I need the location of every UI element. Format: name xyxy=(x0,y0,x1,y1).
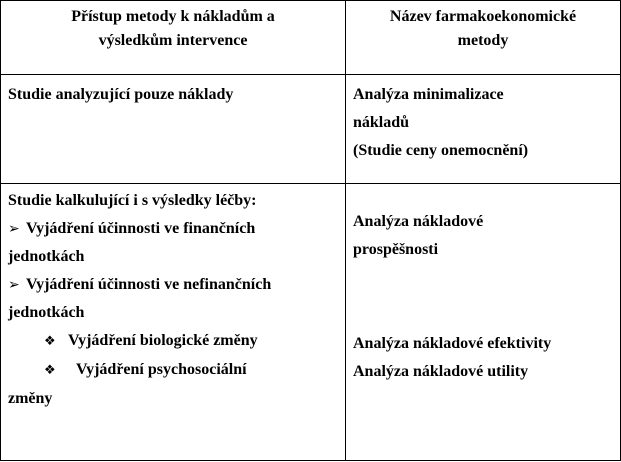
header-approach-line1: Přístup metody k nákladům a xyxy=(71,8,275,25)
list-item xyxy=(8,271,339,299)
method-cost-effectiveness: Analýza nákladové efektivity xyxy=(353,335,552,352)
bullet1-line1: Vyjádření účinnosti ve finančních xyxy=(26,220,256,237)
diamond-bullet-icon: ❖ xyxy=(44,363,56,378)
method-cost-benefit-line1: Analýza nákladové xyxy=(353,213,484,230)
method-cost-of-illness: (Studie ceny onemocnění) xyxy=(353,142,529,159)
sub2-line1: Vyjádření psychosociální xyxy=(76,361,247,378)
method-cell xyxy=(346,184,621,461)
bullet2-line2: jednotkách xyxy=(8,304,85,321)
sub2-line2: změny xyxy=(8,390,53,407)
approach-cell xyxy=(1,184,346,461)
method-cost-utility: Analýza nákladové utility xyxy=(353,363,529,380)
approach-cell xyxy=(1,75,346,184)
approach-costs-only: Studie analyzující pouze náklady xyxy=(8,86,234,103)
header-cell-method xyxy=(346,1,621,75)
header-method-line1: Název farmakoekonomické xyxy=(389,8,577,25)
method-cost-benefit-line2: prospěšnosti xyxy=(353,241,439,258)
header-cell-approach xyxy=(1,1,346,75)
header-method-line2: metody xyxy=(457,32,509,49)
bullet2-line1: Vyjádření účinnosti ve nefinančních xyxy=(26,276,272,293)
method-cost-minimization-line2: nákladů xyxy=(353,114,410,131)
arrow-bullet-icon: ➢ xyxy=(8,277,20,293)
arrow-bullet-icon: ➢ xyxy=(8,221,20,237)
approach-with-outcomes: Studie kalkulující i s výsledky léčby: xyxy=(8,192,257,209)
header-row xyxy=(1,1,621,75)
method-cost-minimization-line1: Analýza minimalizace xyxy=(353,86,504,103)
table-row-with-outcomes xyxy=(1,184,621,461)
table-row-costs-only xyxy=(1,75,621,184)
header-approach-line2: výsledkům intervence xyxy=(98,32,248,49)
sub1-text: Vyjádření biologické změny xyxy=(68,332,258,349)
diamond-bullet-icon: ❖ xyxy=(44,334,56,349)
bullet1-line2: jednotkách xyxy=(8,248,85,265)
list-item xyxy=(8,356,339,385)
list-item xyxy=(8,215,339,243)
method-cell xyxy=(346,75,621,184)
list-item xyxy=(8,327,339,356)
